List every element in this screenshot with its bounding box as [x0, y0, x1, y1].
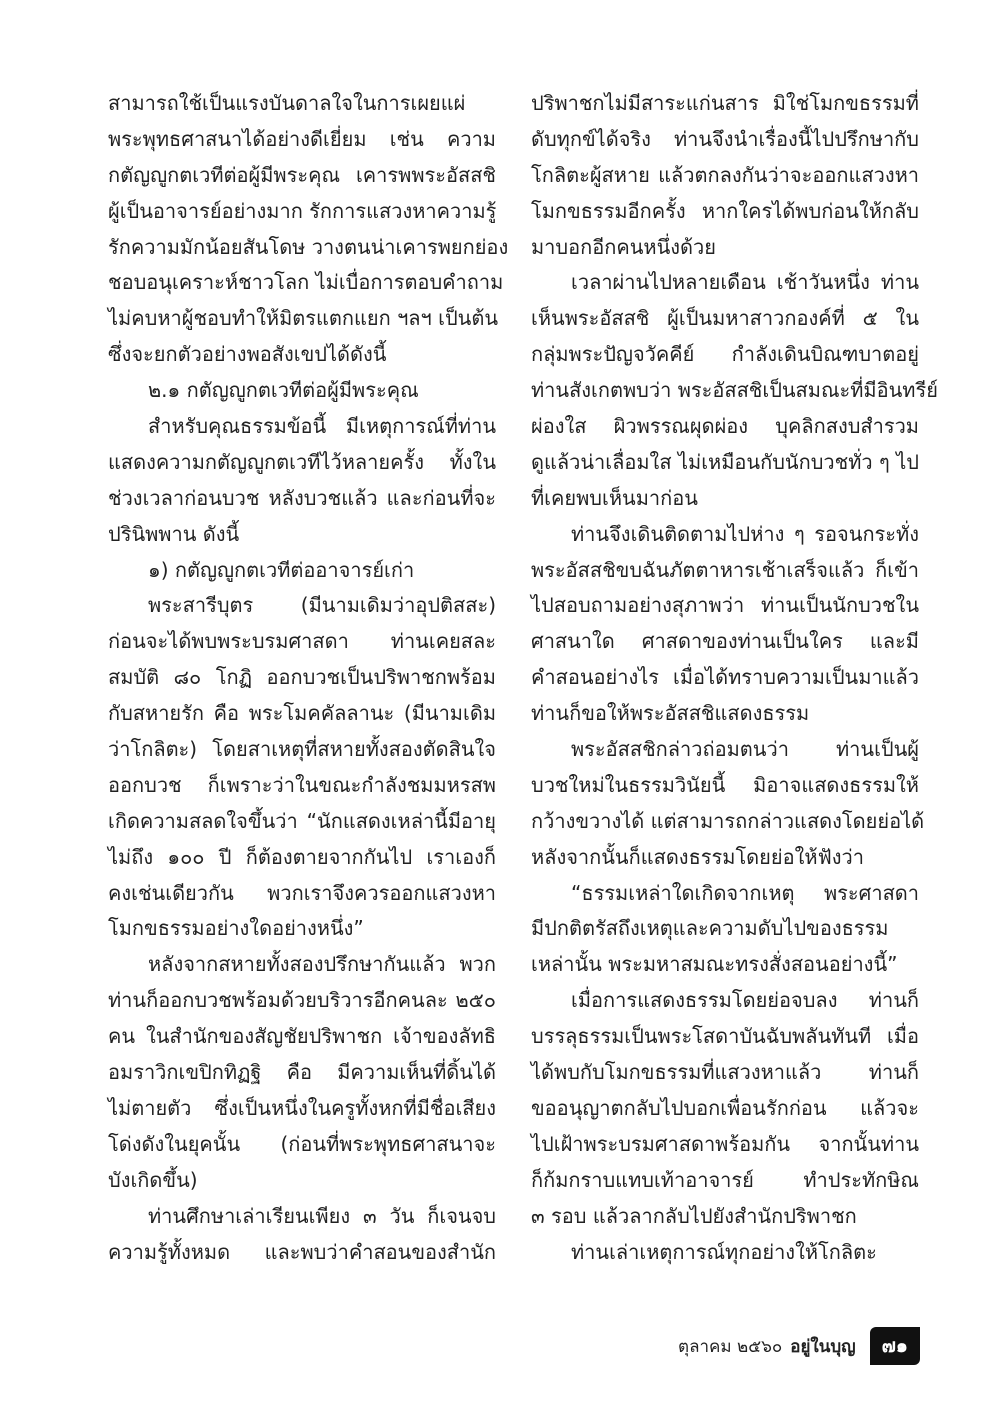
text-line: ท่านสังเกตพบว่า พระอัสสชิเป็นสมณะที่มีอินทรีย์ [531, 378, 938, 403]
text-line: กว้างขวางได้ แต่สามารถกล่าวแสดงโดยย่อได้ [531, 808, 925, 833]
text-line: หลังจากสหายทั้งสองปรึกษากันแล้ว พวก [148, 952, 496, 977]
text-line: สามารถใช้เป็นแรงบันดาลใจในการเผยแผ่ [108, 91, 466, 115]
text-line: กับสหายรัก คือ พระโมคคัลลานะ (มีนามเดิม [108, 701, 496, 726]
text-line: ท่านก็ขอให้พระอัสสชิแสดงธรรม [531, 701, 810, 726]
text-line: ซึ่งจะยกตัวอย่างพอสังเขปได้ดังนี้ [108, 342, 387, 367]
text-line: ผ่องใส ผิวพรรณผุดผ่อง บุคลิกสงบสำรวม [531, 414, 919, 439]
text-line: สมบัติ ๘๐ โกฏิ ออกบวชเป็นปริพาชกพร้อม [108, 665, 496, 690]
text-line: คำสอนอย่างไร เมื่อได้ทราบความเป็นมาแล้ว [531, 665, 919, 690]
text-line: ท่านศึกษาเล่าเรียนเพียง ๓ วัน ก็เจนจบ [148, 1203, 496, 1228]
text-line: ปริพาชกไม่มีสาระแก่นสาร มิใช่โมกขธรรมที่ [531, 91, 919, 115]
text-line: คน ในสำนักของสัญชัยปริพาชก เจ้าของลัทธิ [108, 1024, 496, 1049]
text-line: พระอัสสชิขบฉันภัตตาหารเช้าเสร็จแล้ว ก็เข้า [531, 557, 919, 582]
text-line: ศาสนาใด ศาสดาของท่านเป็นใคร และมี [531, 629, 919, 654]
text-line: หลังจากนั้นก็แสดงธรรมโดยย่อให้ฟังว่า [531, 844, 864, 869]
text-line: ที่เคยพบเห็นมาก่อน [531, 485, 698, 510]
text-line: กลุ่มพระปัญจวัคคีย์ กำลังเดินบิณฑบาตอยู่ [531, 342, 919, 367]
text-line: มีปกติตรัสถึงเหตุและความดับไปของธรรม [531, 916, 889, 941]
text-line: ดับทุกข์ได้จริง ท่านจึงนำเรื่องนี้ไปปรึกษากับ [531, 126, 919, 151]
text-line: บรรลุธรรมเป็นพระโสดาบันฉับพลันทันที เมื่อ [531, 1024, 919, 1049]
text-line: โกลิตะผู้สหาย แล้วตกลงกันว่าจะออกแสวงหา [531, 162, 919, 187]
right-column [531, 86, 938, 1270]
text-line: เห็นพระอัสสชิ ผู้เป็นมหาสาวกองค์ที่ ๕ ใน [531, 306, 919, 331]
page-number: ๗๑ [870, 1327, 920, 1365]
text-line: คงเช่นเดียวกัน พวกเราจึงควรออกแสวงหา [108, 880, 496, 905]
text-line: ปรินิพพาน ดังนี้ [108, 521, 240, 546]
text-line: แสดงความกตัญญูกตเวทีไว้หลายครั้ง ทั้งใน [108, 449, 496, 474]
page-footer [600, 1324, 920, 1368]
text-line: ท่านจึงเดินติดตามไปห่าง ๆ รอจนกระทั่ง [571, 521, 919, 546]
magazine-title: อยู่ในบุญ [790, 1336, 856, 1357]
text-line: “ธรรมเหล่าใดเกิดจากเหตุ พระศาสดา [571, 880, 919, 905]
text-line: บวชใหม่ในธรรมวินัยนี้ มิอาจแสดงธรรมให้ [531, 772, 919, 797]
text-line: ไปสอบถามอย่างสุภาพว่า ท่านเป็นนักบวชใน [531, 593, 919, 618]
text-line: เมื่อการแสดงธรรมโดยย่อจบลง ท่านก็ [571, 988, 919, 1013]
text-line: ไปเฝ้าพระบรมศาสดาพร้อมกัน จากนั้นท่าน [531, 1131, 919, 1156]
issue-date: ตุลาคม ๒๕๖๐ [678, 1336, 783, 1357]
text-line: พระพุทธศาสนาได้อย่างดีเยี่ยม เช่น ความ [108, 126, 496, 151]
text-line: ท่านก็ออกบวชพร้อมด้วยบริวารอีกคนละ ๒๕๐ [108, 988, 496, 1013]
text-line: ขออนุญาตกลับไปบอกเพื่อนรักก่อน แล้วจะ [531, 1095, 919, 1120]
text-line: ได้พบกับโมกขธรรมที่แสวงหาแล้ว ท่านก็ [531, 1060, 919, 1085]
text-line: โด่งดังในยุคนั้น (ก่อนที่พระพุทธศาสนาจะ [108, 1131, 496, 1156]
text-line: สำหรับคุณธรรมข้อนี้ มีเหตุการณ์ที่ท่าน [148, 414, 496, 439]
left-column [108, 86, 509, 1270]
text-line: ไม่ถึง ๑๐๐ ปี ก็ต้องตายจากกันไป เราเองก็ [108, 844, 496, 869]
text-line: เวลาผ่านไปหลายเดือน เช้าวันหนึ่ง ท่าน [571, 270, 919, 295]
text-line: ๑) กตัญญูกตเวทีต่ออาจารย์เก่า [148, 557, 415, 582]
text-line: ๓ รอบ แล้วลากลับไปยังสำนักปริพาชก [531, 1203, 857, 1228]
text-line: ไม่คบหาผู้ชอบทำให้มิตรแตกแยก ฯลฯ เป็นต้น [108, 306, 499, 331]
text-line: พระสารีบุตร (มีนามเดิมว่าอุปติสสะ) [148, 593, 496, 618]
text-line: มาบอกอีกคนหนึ่งด้วย [531, 234, 716, 259]
text-line: ท่านเล่าเหตุการณ์ทุกอย่างให้โกลิตะ [571, 1239, 877, 1264]
text-line: โมกขธรรมอย่างใดอย่างหนึ่ง” [108, 916, 364, 941]
text-line: ว่าโกลิตะ) โดยสาเหตุที่สหายทั้งสองตัดสินใจ [108, 737, 496, 762]
text-line: ดูแล้วน่าเลื่อมใส ไม่เหมือนกับนักบวชทั่ว ๆ ไป [531, 449, 919, 474]
text-line: ก่อนจะได้พบพระบรมศาสดา ท่านเคยสละ [108, 629, 496, 654]
text-line: เหล่านั้น พระมหาสมณะทรงสั่งสอนอย่างนี้” [531, 952, 898, 977]
text-line: ความรู้ทั้งหมด และพบว่าคำสอนของสำนัก [108, 1239, 496, 1264]
text-line: โมกขธรรมอีกครั้ง หากใครได้พบก่อนให้กลับ [531, 198, 919, 223]
text-line: รักความมักน้อยสันโดษ วางตนน่าเคารพยกย่อง [108, 234, 509, 259]
text-line: อมราวิกเขปิกทิฏฐิ คือ มีความเห็นที่ดิ้นได้ [108, 1060, 496, 1085]
text-line: พระอัสสชิกล่าวถ่อมตนว่า ท่านเป็นผู้ [571, 737, 919, 762]
text-line: ผู้เป็นอาจารย์อย่างมาก รักการแสวงหาความรู้ [108, 198, 497, 223]
text-line: ช่วงเวลาก่อนบวช หลังบวชแล้ว และก่อนที่จะ [108, 485, 496, 510]
text-line: ชอบอนุเคราะห์ชาวโลก ไม่เบื่อการตอบคำถาม [108, 270, 504, 295]
text-line: กตัญญูกตเวทีต่อผู้มีพระคุณ เคารพพระอัสสชิ [108, 162, 496, 187]
text-line: ออกบวช ก็เพราะว่าในขณะกำลังชมมหรสพ [108, 772, 496, 797]
text-line: ๒.๑ กตัญญูกตเวทีต่อผู้มีพระคุณ [148, 378, 419, 403]
text-line: บังเกิดขึ้น) [108, 1167, 198, 1192]
text-line: เกิดความสลดใจขึ้นว่า “นักแสดงเหล่านี้มีอายุ [108, 808, 496, 833]
text-line: ไม่ตายตัว ซึ่งเป็นหนึ่งในครูทั้งหกที่มีชื่อเสียง [108, 1095, 496, 1120]
text-line: ก็ก้มกราบแทบเท้าอาจารย์ ทำประทักษิณ [531, 1167, 919, 1192]
